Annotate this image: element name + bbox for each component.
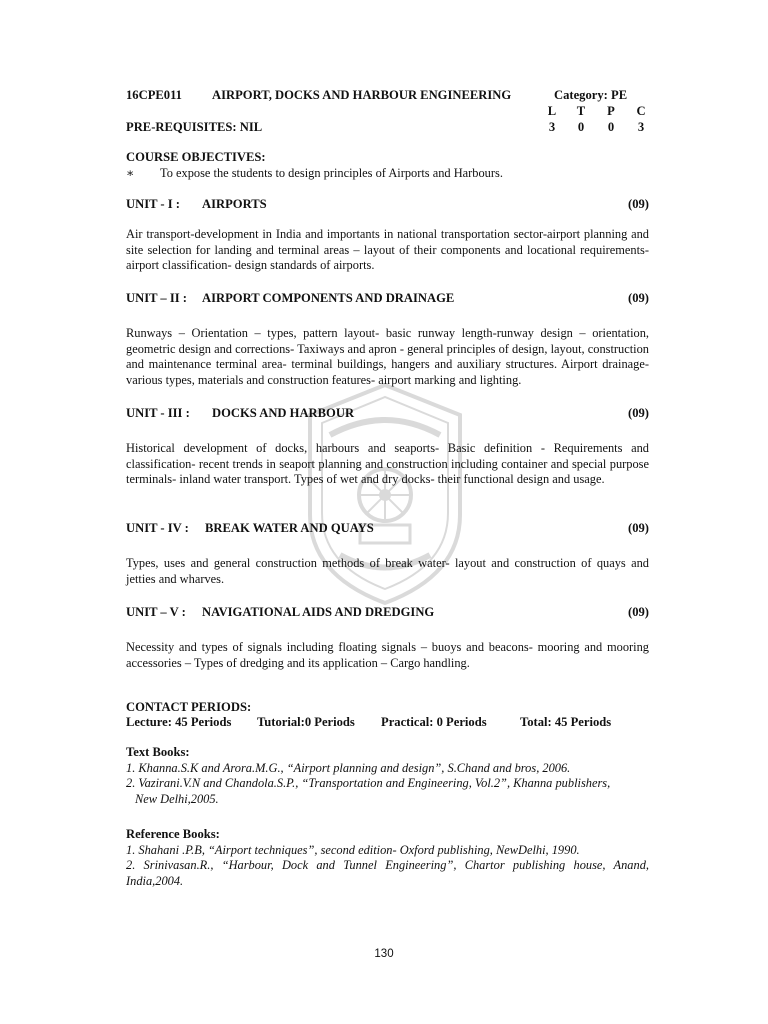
text-books [126,745,649,807]
ltpc-label-p: P [607,104,615,118]
reference-books [126,827,649,889]
course-code: 16CPE011 [126,88,182,102]
reference-book-item: 1. Shahani .P.B, “Airport techniques”, second edition- Oxford publishing, NewDelhi, 1990. [126,842,580,857]
total-periods: Total: 45 Periods [520,715,612,729]
unit-title: AIRPORTS [202,197,267,211]
ltpc-value-l: 3 [548,120,556,134]
unit-number: UNIT - I : [126,197,180,211]
unit-1-content: Air transport-development in India and importants in national transportation sector-airport planning and site selection for landing and terminal areas – layout of their components and locational requirements- airport classification- design standards of airports. [126,227,649,272]
unit-hours: (09) [628,291,649,305]
objectives-heading: COURSE OBJECTIVES: [126,150,266,164]
unit-title: DOCKS AND HARBOUR [212,406,355,420]
unit-title: BREAK WATER AND QUAYS [205,521,374,535]
reference-books-heading: Reference Books: [126,827,220,841]
bullet-icon: ∗ [126,165,135,180]
text-book-item: 1. Khanna.S.K and Arora.M.G., “Airport planning and design”, S.Chand and bros, 2006. [126,760,571,775]
prerequisites: PRE-REQUISITES: NIL [126,120,263,134]
objective-item [126,166,649,182]
course-header [126,88,656,104]
unit-title: NAVIGATIONAL AIDS AND DREDGING [202,605,435,619]
text-book-item: 2. Vazirani.V.N and Chandola.S.P., “Transportation and Engineering, Vol.2”, Khanna publishers, [126,776,611,790]
contact-periods-row [126,715,656,731]
unit-5-content: Necessity and types of signals including floating signals – buoys and beacons- mooring and mooring accessories – Types of dredging and its application – Cargo handling. [126,640,649,670]
ltpc-label-t: T [576,104,586,118]
course-objectives [126,150,649,181]
text-book-item-continued: New Delhi,2005. [135,791,219,806]
unit-2-heading [126,291,649,307]
ltpc-label-c: C [636,104,646,118]
ltpc-table [545,104,655,136]
unit-number: UNIT – II : [126,291,188,305]
ltpc-value-c: 3 [637,120,645,134]
reference-book-item: 2. Srinivasan.R., “Harbour, Dock and Tunnel Engineering”, Chartor publishing house, Anand, India,2004. [126,858,649,888]
unit-title: AIRPORT COMPONENTS AND DRAINAGE [202,291,455,305]
unit-number: UNIT - III : [126,406,190,420]
unit-3-heading [126,406,649,422]
unit-hours: (09) [628,406,649,420]
course-title: AIRPORT, DOCKS AND HARBOUR ENGINEERING [212,88,512,102]
unit-3-content: Historical development of docks, harbours and seaports- Basic definition - Requirements and classification- recent trends in seaport planning and construction including container and special purpose terminals- inland water transport. Types of wet and dry docks- their functional design and usage. [126,441,649,486]
ltpc-value-t: 0 [577,120,585,134]
page-number: 130 [374,948,394,960]
unit-2-content: Runways – Orientation – types, pattern layout- basic runway length-runway design – orientation, geometric design and corrections- Taxiways and apron - general principles of design, layout, construction and maintenance terminal area- terminal buildings, hangers and auxiliary structures. Airport drainage- various types, materials and construction features- airport marking and lighting. [126,326,649,387]
ltpc-labels [545,104,655,120]
contact-heading: CONTACT PERIODS: [126,700,252,714]
course-category: Category: PE [554,88,628,102]
lecture-periods: Lecture: 45 Periods [126,715,232,729]
unit-5-heading [126,605,649,621]
ltpc-values [545,120,655,136]
ltpc-value-p: 0 [607,120,615,134]
practical-periods: Practical: 0 Periods [381,715,487,729]
unit-number: UNIT – V : [126,605,186,619]
unit-hours: (09) [628,521,649,535]
unit-4-heading [126,521,649,537]
tutorial-periods: Tutorial:0 Periods [257,715,355,729]
ltpc-label-l: L [547,104,557,118]
objective-text: To expose the students to design principles of Airports and Harbours. [160,165,503,180]
unit-hours: (09) [628,197,649,211]
contact-periods [126,700,649,716]
unit-hours: (09) [628,605,649,619]
unit-4-content: Types, uses and general construction methods of break water- layout and construction of quays and jetties and wharves. [126,556,649,586]
text-books-heading: Text Books: [126,745,190,759]
unit-number: UNIT - IV : [126,521,189,535]
unit-1-heading [126,197,649,213]
